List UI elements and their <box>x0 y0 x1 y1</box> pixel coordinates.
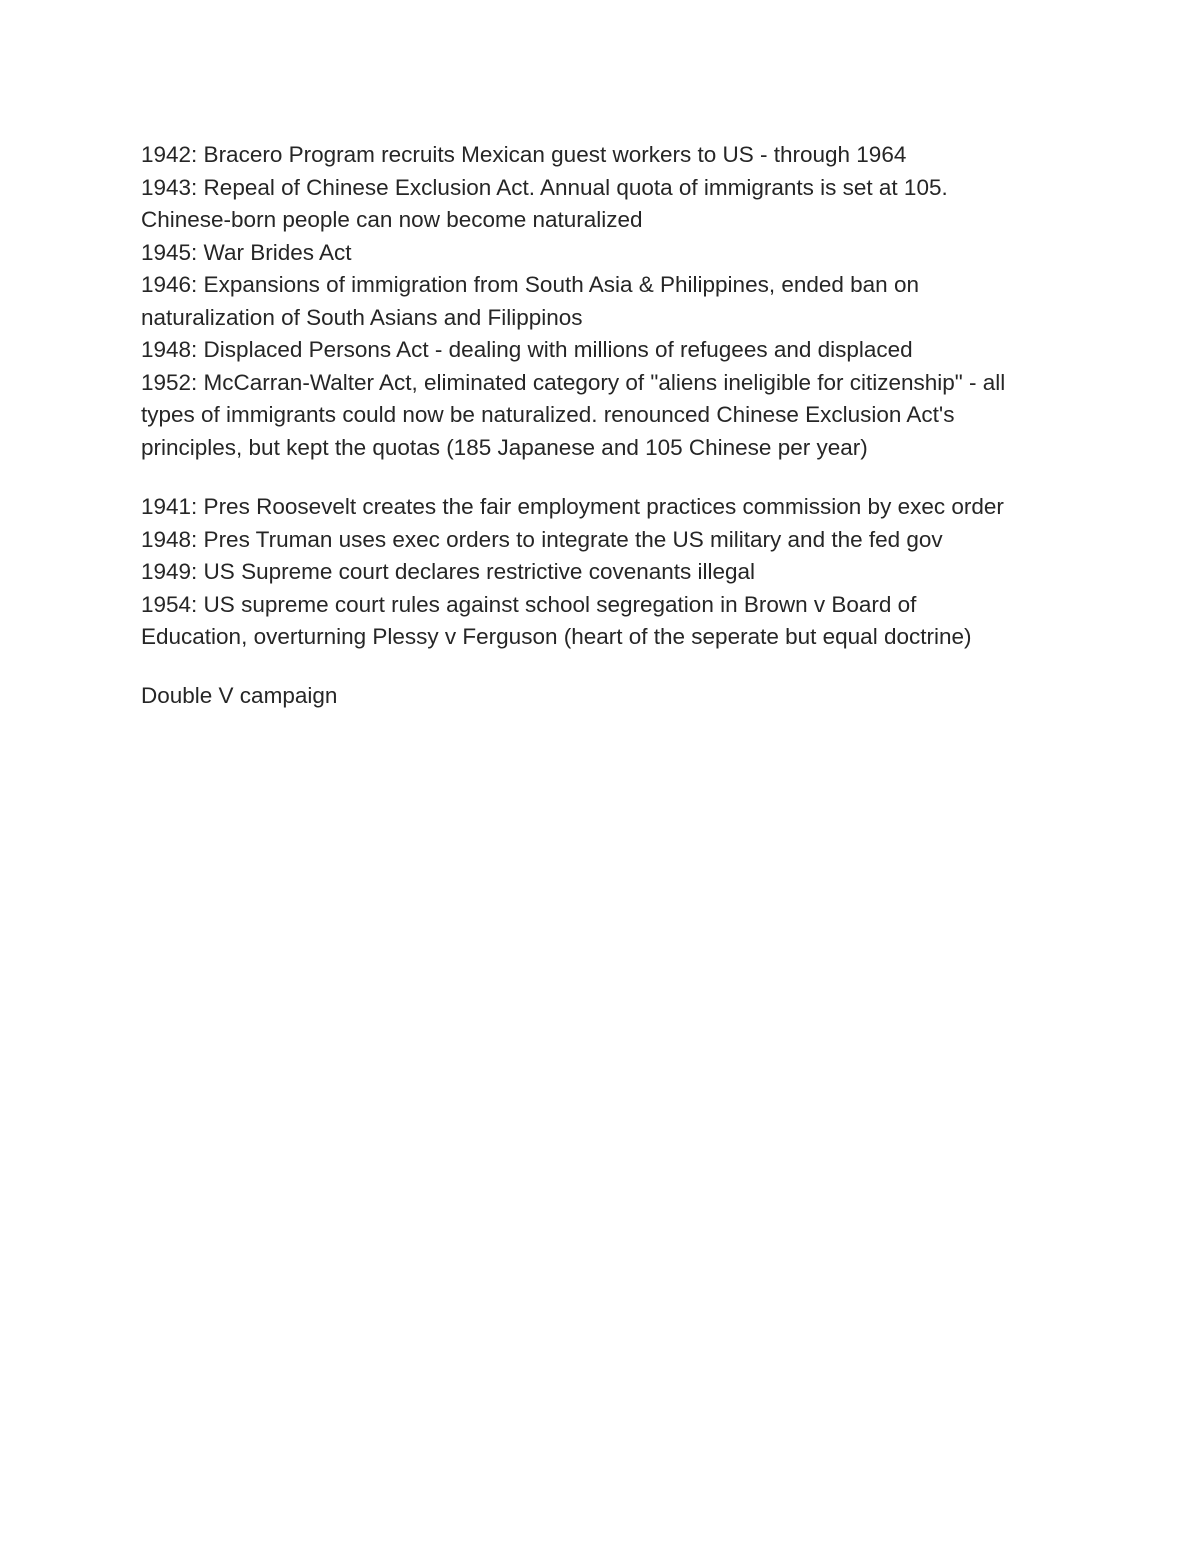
document-body <box>141 139 1101 712</box>
text-line: Chinese-born people can now become naturalized <box>141 207 643 232</box>
text-line: naturalization of South Asians and Filippinos <box>141 304 583 330</box>
text-line: 1946: Expansions of immigration from South Asia & Philippines, ended ban on <box>141 272 919 297</box>
text-line: types of immigrants could now be naturalized. renounced Chinese Exclusion Act's <box>141 402 955 427</box>
text-line: 1942: Bracero Program recruits Mexican guest workers to US - through 1964 <box>141 142 907 167</box>
immigration-timeline-paragraph <box>141 139 1101 464</box>
text-line: 1943: Repeal of Chinese Exclusion Act. Annual quota of immigrants is set at 105. <box>141 174 948 200</box>
civil-rights-timeline-paragraph <box>141 491 1101 654</box>
closing-note-paragraph <box>141 680 1101 713</box>
text-line: 1941: Pres Roosevelt creates the fair employment practices commission by exec order <box>141 494 1004 519</box>
text-line: 1949: US Supreme court declares restrictive covenants illegal <box>141 559 756 584</box>
text-line: 1948: Displaced Persons Act - dealing with millions of refugees and displaced <box>141 337 913 362</box>
text-line: 1952: McCarran-Walter Act, eliminated category of "aliens ineligible for citizenship" - all <box>141 369 1006 395</box>
text-line: Double V campaign <box>141 682 338 708</box>
text-line: Education, overturning Plessy v Ferguson (heart of the seperate but equal doctrine) <box>141 624 972 649</box>
text-line: 1948: Pres Truman uses exec orders to integrate the US military and the fed gov <box>141 526 943 552</box>
text-line: 1945: War Brides Act <box>141 239 352 265</box>
text-line: 1954: US supreme court rules against school segregation in Brown v Board of <box>141 591 917 617</box>
text-line: principles, but kept the quotas (185 Japanese and 105 Chinese per year) <box>141 434 868 460</box>
